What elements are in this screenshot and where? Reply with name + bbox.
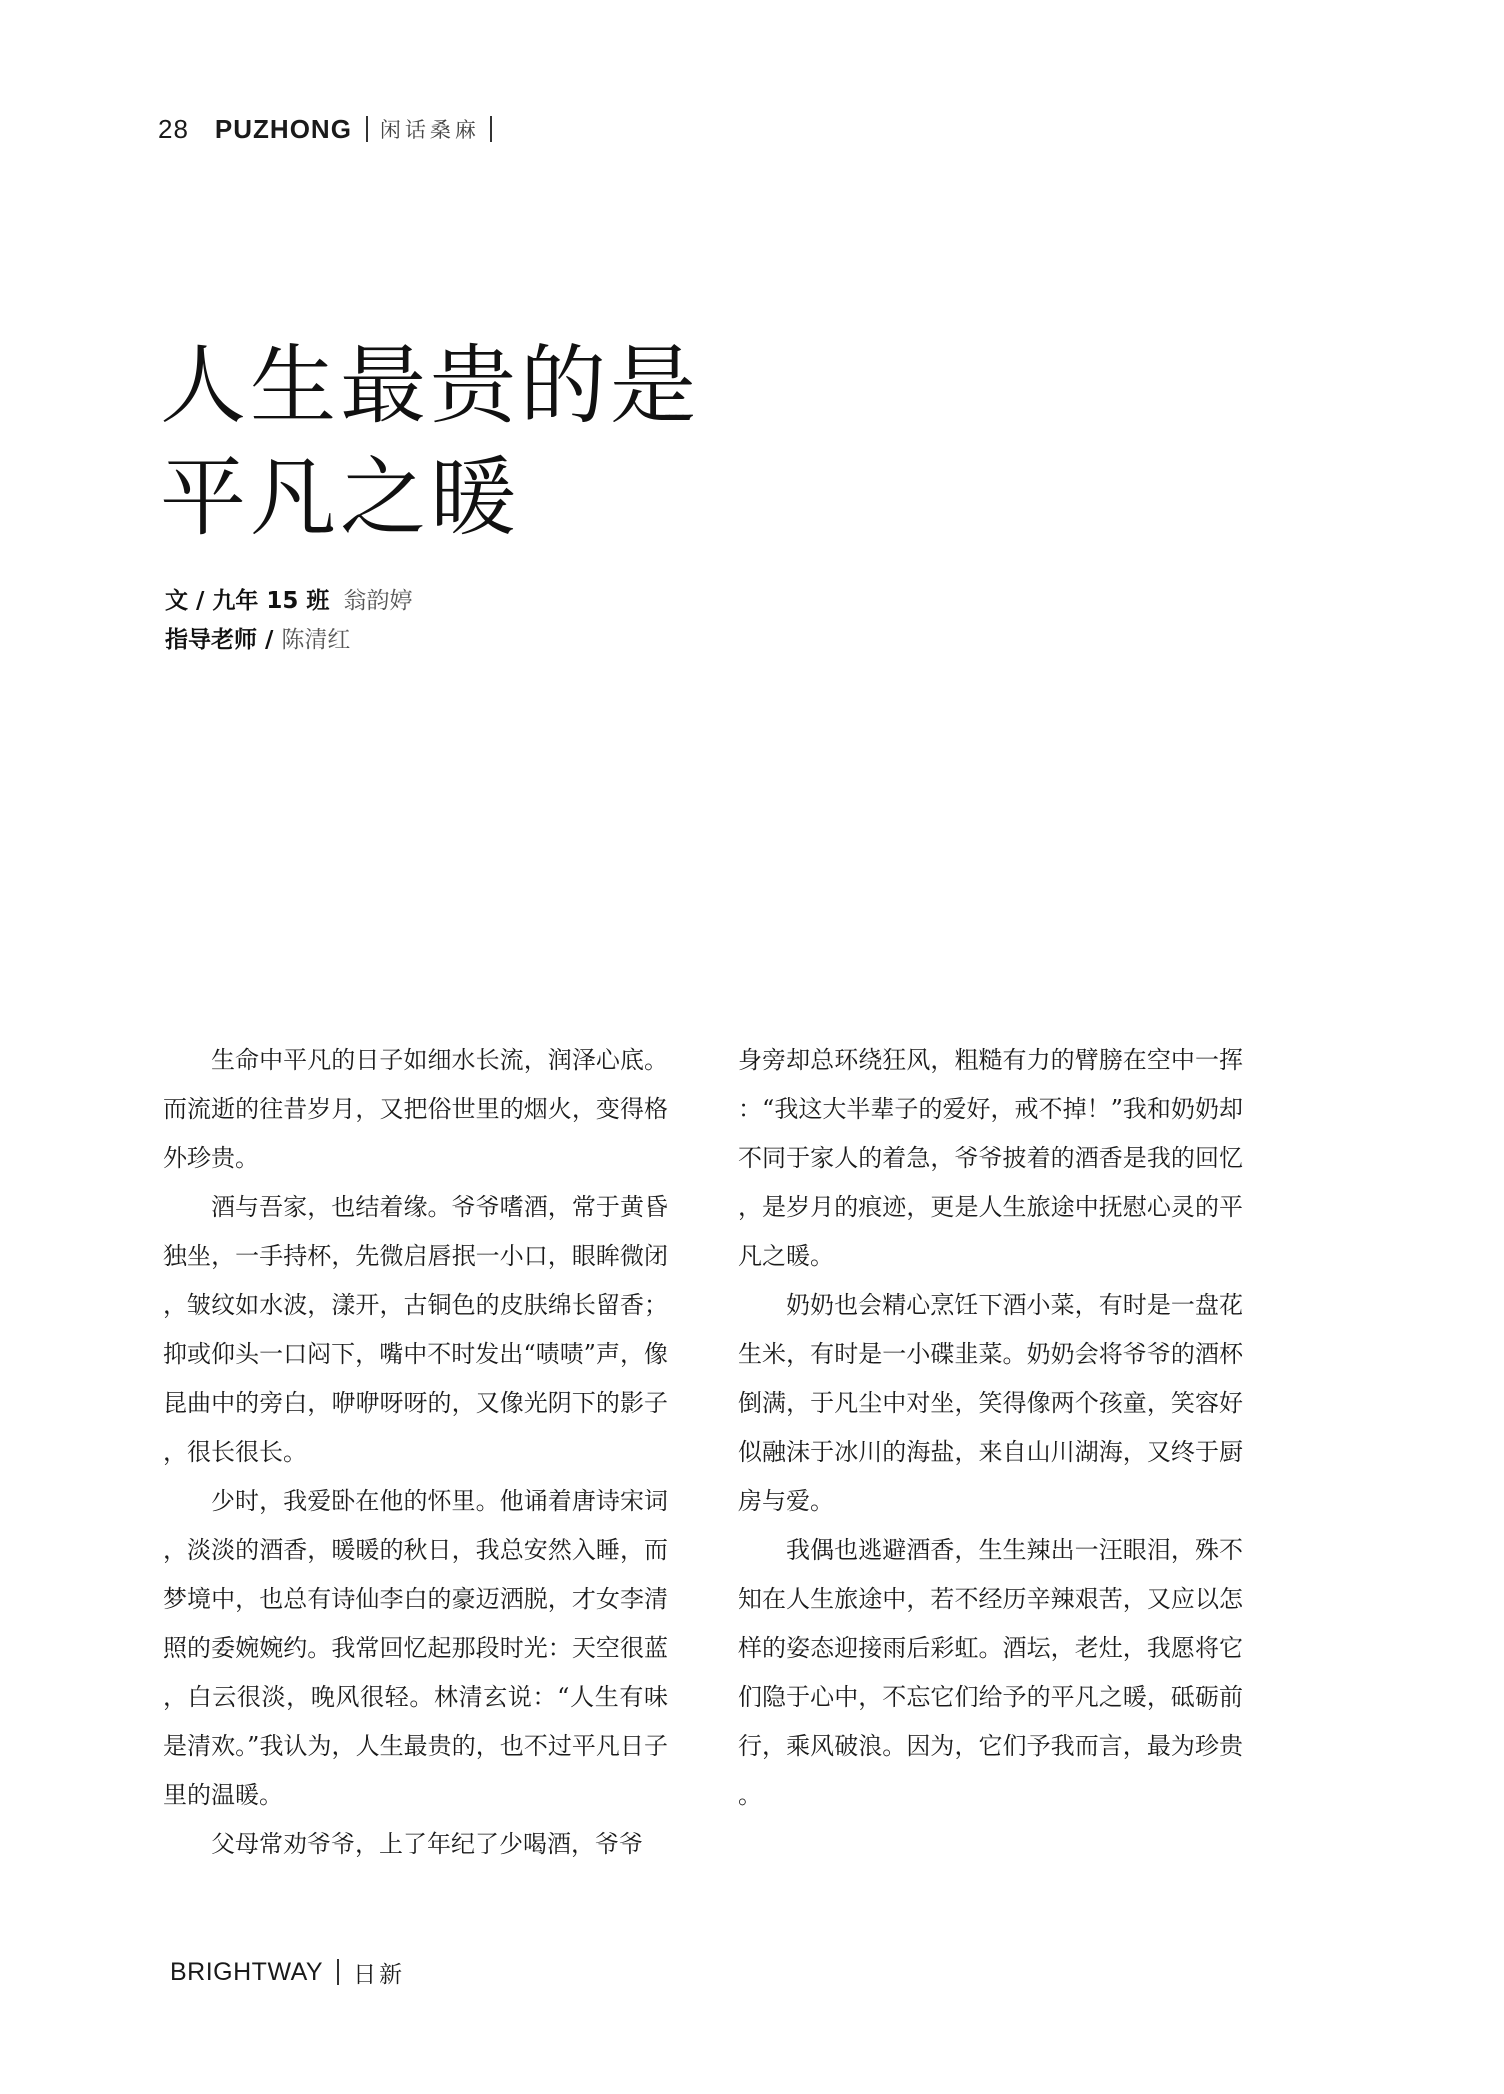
- paragraph: 生命中平凡的日子如细水长流，润泽心底。而流逝的往昔岁月，又把俗世里的烟火，变得格外珍贵。: [163, 1046, 668, 1172]
- page-number: 28: [158, 113, 189, 144]
- paragraph: 少时，我爱卧在他的怀里。他诵着唐诗宋词，淡淡的酒香，暖暖的秋日，我总安然入睡，而梦境中，也总有诗仙李白的豪迈洒脱，才女李清照的委婉婉约。我常回忆起那段时光：天空很蓝，白云很淡，晚风很轻。林清玄说：“人生有味是清欢。”我认为，人生最贵的，也不过平凡日子里的温暖。: [163, 1487, 668, 1809]
- header-divider: [366, 116, 368, 142]
- body-column-right: [738, 1036, 1243, 1820]
- magazine-name: PUZHONG: [214, 113, 352, 144]
- running-header: [158, 112, 492, 146]
- paragraph: 我偶也逃避酒香，生生辣出一汪眼泪，殊不知在人生旅途中，若不经历辛辣艰苦，又应以怎样的姿态迎接雨后彩虹。酒坛，老灶，我愿将它们隐于心中，不忘它们给予的平凡之暖，砥砺前行，乘风破浪。因为，它们予我而言，最为珍贵。: [738, 1536, 1243, 1809]
- header-divider-end: [490, 116, 492, 142]
- paragraph-continued: 身旁却总环绕狂风，粗糙有力的臂膀在空中一挥：“我这大半辈子的爱好，戒不掉！”我和奶奶却不同于家人的着急，爷爷披着的酒香是我的回忆，是岁月的痕迹，更是人生旅途中抚慰心灵的平凡之暖。: [738, 1046, 1243, 1270]
- paragraph: 父母常劝爷爷，上了年纪了少喝酒，爷爷: [211, 1830, 643, 1858]
- paragraph: 酒与吾家，也结着缘。爷爷嗜酒，常于黄昏独坐，一手持杯，先微启唇抿一小口，眼眸微闭，皱纹如水波，漾开，古铜色的皮肤绵长留香；抑或仰头一口闷下，嘴中不时发出“啧啧”声，像昆曲中的旁白，咿咿呀呀的，又像光阴下的影子，很长很长。: [163, 1193, 668, 1466]
- article-title-line-2: 平凡之暖: [160, 448, 520, 548]
- footer-label: 日新: [353, 1961, 406, 1988]
- section-name: 闲话桑麻: [379, 118, 480, 142]
- paragraph: 奶奶也会精心烹饪下酒小菜，有时是一盘花生米，有时是一小碟韭菜。奶奶会将爷爷的酒杯倒满，于凡尘中对坐，笑得像两个孩童，笑容好似融沫于冰川的海盐，来自山川湖海，又终于厨房与爱。: [738, 1291, 1243, 1515]
- author-name: 翁韵婷: [343, 588, 413, 614]
- author-label: 文 / 九年 15 班: [165, 588, 330, 614]
- teacher-name: 陈清红: [281, 627, 351, 653]
- article-title: [160, 330, 700, 554]
- teacher-line: [165, 621, 412, 660]
- article-credits: [165, 582, 412, 660]
- teacher-label: 指导老师 /: [165, 627, 282, 653]
- author-line: [165, 582, 412, 621]
- footer-brand: BRIGHTWAY: [170, 1957, 324, 1986]
- article-title-line-1: 人生最贵的是: [160, 336, 700, 436]
- footer-divider: [337, 1959, 339, 1985]
- running-footer: [170, 1955, 405, 1989]
- body-column-left: [163, 1036, 668, 1869]
